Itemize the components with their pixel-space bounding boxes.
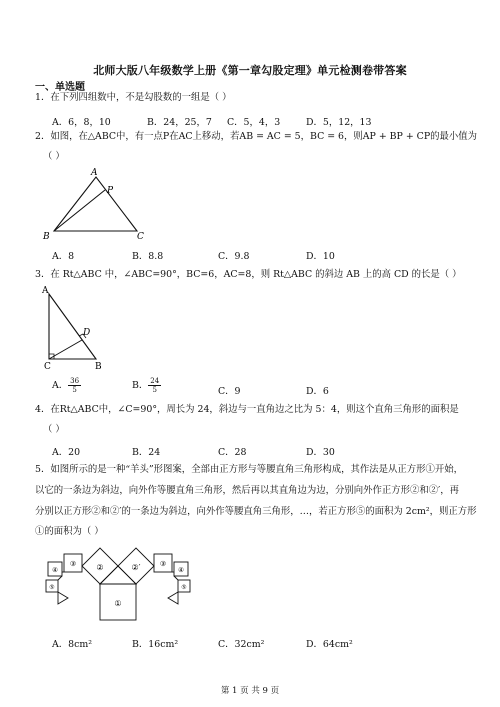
vertex-label-c: C [137, 232, 144, 242]
q4-stem-line2: （ ） [43, 424, 65, 435]
q3-option-a [52, 377, 81, 394]
label-square-3-left: ③ [69, 560, 77, 568]
point-label-p: P [107, 186, 114, 196]
q1-stem: 1．在下列四组数中，不是勾股数的一组是（ ） [35, 92, 232, 103]
q5-option-c: C．32cm² [218, 639, 265, 650]
q4-option-a: A．20 [52, 447, 81, 458]
q2-stem-line1: 2．如图，在△ABC中，有一点P在AC上移动，若AB = AC = 5，BC = 6，则AP + BP + CP的最小值为 [35, 131, 478, 142]
document-title: 北师大版八年级数学上册《第一章勾股定理》单元检测卷带答案 [93, 64, 407, 77]
segment-bp [54, 190, 105, 231]
q3-option-b-letter: B． [132, 380, 149, 391]
page-footer: 第 1 页 共 9 页 [220, 686, 280, 696]
point-label-d: D [83, 328, 91, 338]
q5-option-b: B．16cm² [132, 639, 179, 650]
q3-stem: 3．在 Rt△ABC 中，∠ABC=90°，BC=6，AC=8，则 Rt△ABC 的斜边 AB 上的高 CD 的长是（ ） [35, 269, 462, 280]
q3-option-a-letter: A． [52, 380, 69, 391]
q3-right-triangle-figure [38, 283, 113, 371]
q2-option-b: B．8.8 [132, 251, 164, 262]
q2-triangle-figure [40, 166, 150, 242]
link-right-a [174, 576, 178, 580]
q5-ram-head-figure [38, 544, 198, 626]
vertex-label-b: B [43, 232, 50, 242]
q5-stem-line2: 以它的一条边为斜边，向外作等腰直角三角形，然后再以其直角边为边，分别向外作正方形②和②′，再 [35, 485, 460, 496]
q1-option-c: C．5，4，3 [227, 117, 281, 128]
label-square-1: ① [114, 599, 122, 608]
q2-stem-line2: （ ） [43, 151, 65, 162]
q3-option-a-denominator: 5 [72, 386, 77, 394]
label-square-5-left: ⑤ [49, 584, 55, 591]
q4-option-c: C．28 [218, 447, 247, 458]
q5-stem-line4: ①的面积为（ ） [35, 526, 104, 537]
q2-option-c: C．9.8 [218, 251, 250, 262]
label-square-3-right: ③ [159, 560, 167, 568]
q5-stem-line1: 5．如图所示的是一种“羊头”形图案，全部由正方形与等腰直角三角形构成，其作法是从正方形①开始， [35, 464, 464, 475]
q3-option-a-fraction [68, 377, 81, 394]
q1-option-b: B．24，25，7 [147, 117, 212, 128]
section-heading: 一、单选题 [35, 82, 85, 93]
vertex-label-b: B [95, 362, 102, 371]
q1-option-d: D．5，12，13 [306, 117, 372, 128]
q5-option-a: A．8cm² [52, 639, 93, 650]
label-square-4-left: ④ [52, 566, 58, 574]
link-left-a [58, 576, 62, 580]
label-square-5-right: ⑤ [181, 584, 187, 591]
q3-option-a-numerator: 36 [70, 377, 80, 385]
vertex-label-a: A [91, 168, 98, 178]
vertex-label-a: A [42, 286, 49, 296]
q3-option-b-numerator: 24 [150, 377, 160, 385]
label-square-2-prime: ②′ [131, 563, 141, 572]
q2-option-a: A．8 [52, 251, 75, 262]
vertex-label-c: C [44, 362, 51, 371]
q4-option-d: D．30 [306, 447, 335, 458]
triangle-left-tip [58, 592, 68, 604]
label-square-4-right: ④ [178, 566, 184, 574]
q2-option-d: D．10 [306, 251, 335, 262]
q3-option-d: D．6 [306, 386, 329, 397]
triangle-right-tip [168, 592, 178, 604]
q4-option-b: B．24 [132, 447, 161, 458]
q5-stem-line3: 分别以正方形②和②′的一条边为斜边，向外作等腰直角三角形，…，若正方形⑤的面积为 2cm²，则正方形 [35, 506, 477, 517]
q3-option-c: C．9 [218, 386, 241, 397]
q3-option-b-fraction [148, 377, 161, 394]
q3-option-b-denominator: 5 [152, 386, 157, 394]
label-square-2: ② [96, 563, 104, 572]
q3-option-b [132, 377, 161, 394]
triangle-acb [49, 294, 96, 359]
q5-option-d: D．64cm² [306, 639, 353, 650]
triangle-abc [54, 177, 137, 231]
q4-stem-line1: 4．在Rt△ABC中，∠C=90°，周长为 24，斜边与一直角边之比为 5：4，则这个直角三角形的面积是 [35, 404, 459, 415]
q1-option-a: A．6，8，10 [52, 117, 111, 128]
